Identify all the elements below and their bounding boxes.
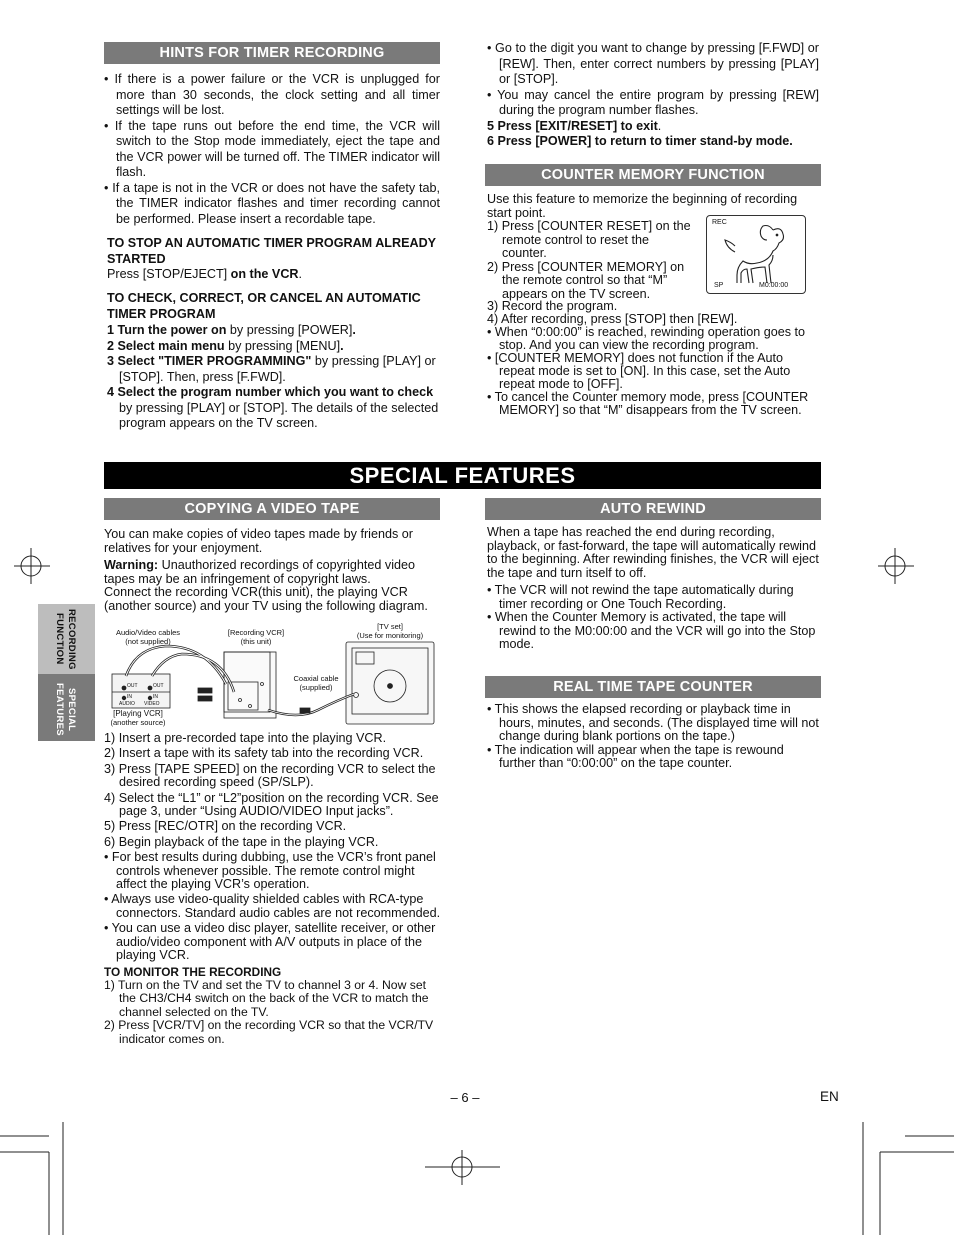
real-time-heading <box>485 676 821 698</box>
step-rest: by pressing [PLAY] or [STOP]. The details of the selected program appears on the TV screen. <box>119 400 439 430</box>
monitor-steps <box>104 979 444 1046</box>
auto-rewind-heading <box>485 498 821 520</box>
counter-memory-heading <box>485 164 821 186</box>
step-end: . <box>340 338 344 353</box>
copying-warning <box>104 559 442 586</box>
right-bullet: • You may cancel the entire program by pressing [REW] during the program number flashes. <box>487 87 819 117</box>
auto-rewind-intro: When a tape has reached the end during recording, playback, or fast-forward, the tape will automatically rewind to the beginning. After rewinding finishes, the VCR will eject the tape and turn itself to off. <box>487 525 819 580</box>
counter-bullet: • When “0:00:00” is reached, rewinding operation goes to stop. And you can view the recording program. <box>487 325 806 352</box>
step-bold: Turn the power on <box>117 323 227 337</box>
counter-step: 2) Press [COUNTER MEMORY] on the remote control so that “M” appears on the TV screen. <box>487 259 685 301</box>
use-monitoring-label: (Use for monitoring) <box>356 631 424 640</box>
step-num: 1 <box>107 323 118 337</box>
auto-rewind-bullet: • When the Counter Memory is activated, the tape will rewind to the M0:00:00 and the VCR will go into the Stop mode. <box>487 610 816 651</box>
in-label-2: IN <box>153 694 158 700</box>
side-tab-special-features <box>38 674 95 741</box>
counter-step: 4) After recording, press [STOP] then [REW]. <box>487 312 738 326</box>
check-step <box>107 323 440 339</box>
counter-step: 1) Press [COUNTER RESET] on the remote control to reset the counter. <box>487 219 691 260</box>
real-time-title: REAL TIME TAPE COUNTER <box>553 679 753 695</box>
playing-vcr-label: [Playing VCR] <box>113 709 163 718</box>
stop-timer-text <box>107 267 437 283</box>
hint-bullet: • If a tape is not in the VCR or does not have the safety tab, the TIMER indicator flashes and timer recording cannot be performed. Please insert a recordable tape. <box>104 180 440 226</box>
step-5-bold: 5 Press [EXIT/RESET] to exit <box>487 118 658 133</box>
monitor-step: 2) Press [VCR/TV] on the recording VCR so that the VCR/TV indicator comes on. <box>104 1018 434 1046</box>
step-num: 3 <box>107 354 118 368</box>
copying-steps <box>104 732 444 963</box>
step-bold: Select the program number which you want to check <box>117 385 434 399</box>
hints-timer-heading <box>104 42 440 64</box>
step-5 <box>487 119 819 135</box>
coaxial-supplied-label: (supplied) <box>299 683 333 692</box>
auto-rewind-title: AUTO REWIND <box>600 501 706 517</box>
auto-rewind-bullet: • The VCR will not rewind the tape automatically during timer recording or One Touch Recording. <box>487 583 794 611</box>
out-label-2: OUT <box>153 683 164 689</box>
check-timer-section <box>107 291 440 432</box>
real-time-body <box>487 703 821 771</box>
step-rest: by pressing [POWER] <box>226 323 353 337</box>
check-step <box>107 339 440 355</box>
hints-timer-bullets <box>104 72 440 227</box>
right-top-bullets <box>487 41 819 150</box>
copying-intro: You can make copies of video tapes made by friends or relatives for your enjoyment. <box>104 527 413 555</box>
counter-memory-steps-a <box>487 220 692 301</box>
hint-bullet: • If the tape runs out before the end time, the VCR will switch to the Stop mode immediately, eject the tape and the VCR power will be turned off. The TIMER indicator will flash. <box>104 118 440 179</box>
step-num: 2 <box>107 338 118 353</box>
copy-step: 4) Select the “L1” or “L2”position on the recording VCR. See page 3, under “Using AUDIO/VIDEO Input jacks”. <box>104 790 439 819</box>
page-number: – 6 – <box>450 1090 480 1105</box>
hint-bullet: • If there is a power failure or the VCR is unplugged for more than 30 seconds, the clock setting and all timer settings will be lost. <box>104 72 440 117</box>
dog-icon <box>723 222 793 284</box>
coaxial-label: Coaxial cable <box>293 674 339 683</box>
in-label-1: IN <box>127 694 132 700</box>
stop-text-part: Press [STOP/EJECT] <box>107 267 231 281</box>
copy-step: 1) Insert a pre-recorded tape into the playing VCR. <box>104 731 387 745</box>
copy-bullet: • Always use video-quality shielded cables with RCA-type connectors. Standard audio cables are not recommended. <box>104 892 441 920</box>
side-tab-recording-label: RECORDING <box>66 608 77 670</box>
warning-label: Warning: <box>104 558 159 572</box>
auto-rewind-body <box>487 526 821 652</box>
monitor-recording-section <box>104 965 444 1046</box>
another-source-label: (another source) <box>110 718 166 727</box>
diagram-drawing <box>104 622 440 732</box>
check-step <box>107 385 440 432</box>
stop-text-end: . <box>298 267 303 281</box>
recording-vcr-label: [Recording VCR] <box>227 628 285 637</box>
monitor-heading: TO MONITOR THE RECORDING <box>104 965 282 979</box>
audio-label: AUDIO <box>119 701 135 707</box>
real-time-bullet: • The indication will appear when the tape is rewound further than “0:00:00” on the tape counter. <box>487 742 784 770</box>
counter-memory-steps-b <box>487 300 821 417</box>
step-rest: by pressing [MENU] <box>224 338 341 353</box>
copying-connect: Connect the recording VCR(this unit), the playing VCR (another source) and your TV using the following diagram. <box>104 585 428 613</box>
copying-intro-block <box>104 528 442 613</box>
real-time-bullet: • This shows the elapsed recording or playback time in hours, minutes, and seconds. (The displayed time will not change during blank portions on the tape.) <box>487 702 819 743</box>
check-timer-steps <box>107 323 440 432</box>
tv-screen-illustration <box>706 215 806 294</box>
side-tab-special-label: SPECIAL <box>66 687 77 732</box>
language-code: EN <box>820 1089 839 1104</box>
special-features-title: SPECIAL FEATURES <box>104 462 821 489</box>
copying-title: COPYING A VIDEO TAPE <box>184 501 360 517</box>
copy-step: 6) Begin playback of the tape in the playing VCR. <box>104 834 379 849</box>
counter-bullet: • To cancel the Counter memory mode, press [COUNTER MEMORY] so that “M” disappears from the TV screen. <box>487 390 809 417</box>
copy-bullet: • You can use a video disc player, satellite receiver, or other audio/video component with A/V outputs in place of the playing VCR. <box>104 921 436 963</box>
counter-memory-title: COUNTER MEMORY FUNCTION <box>541 167 765 183</box>
this-unit-label: (this unit) <box>240 637 272 646</box>
counter-bullet: • [COUNTER MEMORY] does not function if the Auto repeat mode is set to [ON]. In this case, set the Auto repeat mode to [OFF]. <box>487 351 791 391</box>
counter-step: 3) Record the program. <box>487 299 618 313</box>
stop-text-bold: on the VCR <box>230 267 299 281</box>
stop-timer-section <box>107 236 437 283</box>
copy-step: 5) Press [REC/OTR] on the recording VCR. <box>104 819 347 834</box>
av-not-supplied-label: (not supplied) <box>125 637 171 646</box>
video-label: VIDEO <box>144 701 160 707</box>
warning-text: Unauthorized recordings of copyrighted video tapes may be an infringement of copyright laws. <box>104 558 416 586</box>
step-bold: Select "TIMER PROGRAMMING" <box>117 354 312 368</box>
av-cables-label: Audio/Video cables <box>115 628 181 637</box>
step-end: . <box>352 323 356 337</box>
counter-memory-intro: Use this feature to memorize the beginning of recording start point. <box>487 192 798 220</box>
step-5-end: . <box>657 118 662 133</box>
screen-sp-label: SP <box>714 282 724 289</box>
tv-set-label: [TV set] <box>377 622 403 631</box>
copy-bullet: • For best results during dubbing, use the VCR’s front panel controls whenever possible. The remote control might affect the playing VCR’s operation. <box>104 850 436 892</box>
side-tab-features-label: FEATURES <box>54 683 65 736</box>
monitor-step: 1) Turn on the TV and set the TV to channel 3 or 4. Now set the CH3/CH4 switch on the back of the VCR to match the channel selected on the TV. <box>104 978 429 1019</box>
step-6: 6 Press [POWER] to return to timer stand-by mode. <box>487 134 793 148</box>
check-timer-heading: TO CHECK, CORRECT, OR CANCEL AN AUTOMATIC TIMER PROGRAM <box>107 291 421 321</box>
check-step <box>107 354 440 385</box>
connection-diagram <box>104 622 440 732</box>
hints-timer-title: HINTS FOR TIMER RECORDING <box>159 45 385 61</box>
stop-timer-heading: TO STOP AN AUTOMATIC TIMER PROGRAM ALREADY STARTED <box>107 236 436 266</box>
screen-rec-label: REC <box>712 219 727 226</box>
out-label-1: OUT <box>127 683 138 689</box>
side-tab-function-label: FUNCTION <box>54 613 65 665</box>
right-bullet: • Go to the digit you want to change by pressing [F.FWD] or [REW]. Then, enter correct numbers by pressing [PLAY] or [STOP]. <box>487 41 819 86</box>
side-tab-recording-function <box>38 604 95 674</box>
step-rest: by pressing [PLAY] or [STOP]. Then, press [F.FWD]. <box>119 354 436 384</box>
step-num: 4 <box>107 385 118 399</box>
copy-step: 3) Press [TAPE SPEED] on the recording VCR to select the desired recording speed (SP/SLP). <box>104 761 436 790</box>
copying-heading <box>104 498 440 520</box>
screen-counter-label: M0:00:00 <box>759 282 789 289</box>
copy-step: 2) Insert a tape with its safety tab into the recording VCR. <box>104 746 424 761</box>
step-bold: Select main menu <box>117 338 225 353</box>
